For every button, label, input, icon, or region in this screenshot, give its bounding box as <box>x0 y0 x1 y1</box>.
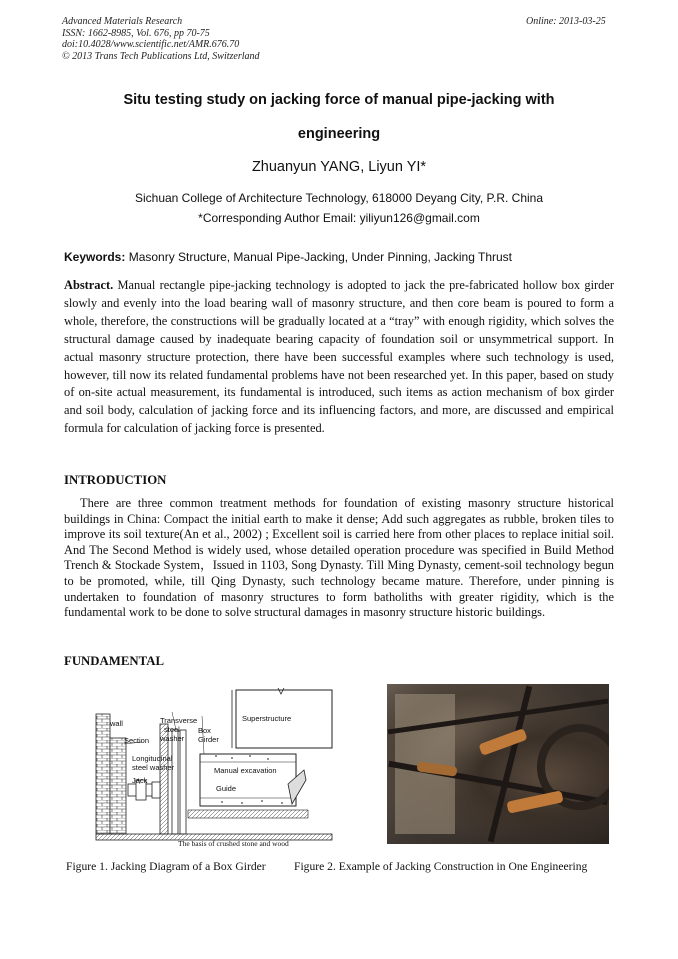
label-section: Section <box>124 736 150 745</box>
fundamental-heading: FUNDAMENTAL <box>64 654 165 668</box>
journal-name: Advanced Materials Research <box>62 16 183 27</box>
figure2-caption: Figure 2. Example of Jacking Construction in One Engineering <box>294 860 588 873</box>
label-basis: The basis of crushed stone and wood <box>178 839 289 848</box>
label-longitudinal-washer <box>132 754 174 772</box>
abstract <box>64 277 614 438</box>
figure1-diagram <box>92 686 352 850</box>
label-transverse: Transverse <box>160 716 198 725</box>
abstract-label: Abstract. <box>64 278 114 292</box>
copyright: © 2013 Trans Tech Publications Ltd, Switzerland <box>62 50 260 62</box>
label-girder: Girder <box>198 735 219 744</box>
label-transverse-washer <box>160 716 197 743</box>
label-steel: steel <box>164 725 180 734</box>
keywords <box>64 250 624 264</box>
label-box: Box <box>198 726 211 735</box>
figure2-photo <box>387 684 609 844</box>
figure1-caption: Figure 1. Jacking Diagram of a Box Girder <box>66 860 266 873</box>
corresponding-author: *Corresponding Author Email: yiliyun126@gmail.com <box>198 211 480 225</box>
paper-title-line1: Situ testing study on jacking force of manual pipe-jacking with <box>123 92 555 108</box>
running-header <box>62 16 260 62</box>
label-manual-excavation: Manual excavation <box>214 766 277 775</box>
online-date: Online: 2013-03-25 <box>526 16 606 27</box>
affiliation: Sichuan College of Architecture Technology, 618000 Deyang City, P.R. China <box>134 191 544 205</box>
label-longitudinal: Longitudinal <box>132 754 173 763</box>
label-superstructure: Superstructure <box>242 714 292 723</box>
keywords-text: Masonry Structure, Manual Pipe-Jacking, Under Pinning, Jacking Thrust <box>128 250 512 264</box>
label-washer: washer <box>160 734 185 743</box>
authors: Zhuanyun YANG, Liyun YI* <box>251 159 427 175</box>
intro-heading: INTRODUCTION <box>64 473 167 487</box>
paper-title-line2: engineering <box>297 126 381 142</box>
abstract-text: Manual rectangle pipe-jacking technology is adopted to jack the pre-fabricated hollow box girder slowly and evenly into the load bearing wall of masonry structure, and then core beam is poured to form a whole, therefore, the constructions will be gradually located at a “tray” with enough rigidity, which solves the structural damage caused by inadequate bearing capacity of foundation soil or unsymmetrical support. In actual masonry structure protection, there have been successful examples where such technology is used, however, till now its related fundamental problems have not been researched yet. In this paper, based on study of on-site actual measurement, its fundamental is introduced, such items as action mechanism of box girder and soil body, calculation of jacking force and its influencing factors, and more, are discussed and empirical formula for calculation of jacking force is presented. <box>64 278 614 436</box>
issn: ISSN: 1662-8985, Vol. 676, pp 70-75 <box>62 27 210 39</box>
label-box-girder <box>198 726 219 744</box>
label-jack: Jack <box>132 776 148 785</box>
label-steel-washer: steel washer <box>132 763 175 772</box>
doi: doi:10.4028/www.scientific.net/AMR.676.70 <box>62 39 240 50</box>
label-wall: wall <box>110 719 123 728</box>
keywords-label: Keywords: <box>64 250 126 264</box>
label-guide: Guide <box>216 784 237 793</box>
intro-paragraph: There are three common treatment methods for foundation of existing masonry structure historical buildings in China: Compact the initial earth to make it dense; Add such aggregates as rubble, broken tiles to improve its soil texture(An et al., 2002) ; Excellent soil is carried here from other places to replace initial soil. And The Second Method is widely used, whose detailed operation procedure was specified in Build Method Trench & Stockade System，Issued in 1103, Song Dynasty. Till Ming Dynasty, cement-soil technology begun to be promoted, while, till Qing Dynasty, such technology became mature. Therefore, under pinning is undertaken to foundation of masonry structures to form batholiths with greater rigidity, which is the fundamental work to be done to solve structural damages in masonry structure historic buildings. <box>64 496 614 620</box>
